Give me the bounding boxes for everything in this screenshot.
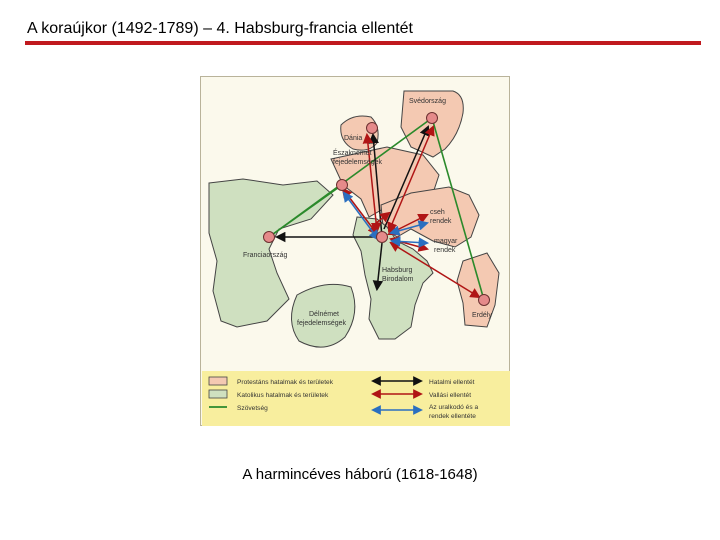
label-delnemet: fejedelemségek — [297, 320, 347, 327]
legend-religious-label: Vallási ellentét — [429, 392, 472, 399]
label-delnemet: Délnémet — [309, 311, 339, 318]
node-franciaorszag — [264, 232, 275, 243]
diagram-svg — [201, 77, 511, 427]
slide-title: A koraújkor (1492-1789) – 4. Habsburg-francia ellentét — [27, 20, 413, 37]
node-eszaknemet — [337, 180, 348, 191]
label-habsburg: Birodalom — [382, 276, 414, 283]
label-dania: Dánia — [344, 135, 363, 142]
legend-swatch-protestant — [209, 377, 227, 385]
label-cseh: rendek — [430, 218, 452, 225]
legend-catholic-label: Katolikus hatalmak és területek — [237, 392, 329, 399]
legend-alliance-label: Szövetség — [237, 405, 268, 412]
node-erdely — [479, 295, 490, 306]
thirty-years-war-diagram — [200, 76, 510, 426]
label-habsburg: Habsburg — [382, 267, 413, 274]
legend-estates-label: Az uralkodó és a — [429, 404, 479, 411]
legend-power-label: Hatalmi ellentét — [429, 379, 475, 386]
legend-swatch-catholic — [209, 390, 227, 398]
label-magyar: magyar — [434, 238, 458, 245]
node-dania — [367, 123, 378, 134]
node-svedorszag — [427, 113, 438, 124]
label-eszaknemet: fejedelemségek — [333, 159, 383, 166]
label-franciaorszag: Franciaország — [243, 252, 288, 259]
label-svedorszag: Svédország — [409, 98, 446, 105]
title-rule — [25, 41, 701, 45]
legend-estates-label: rendek ellentéte — [429, 413, 476, 420]
legend-protestant-label: Protestáns hatalmak és területek — [237, 379, 334, 386]
label-erdely: Erdély — [472, 312, 492, 319]
node-habsburg — [377, 232, 388, 243]
label-cseh: cseh — [430, 209, 445, 216]
figure-caption: A harmincéves háború (1618-1648) — [242, 466, 478, 483]
label-eszaknemet: Északnémet — [333, 150, 372, 157]
label-magyar: rendek — [434, 247, 456, 254]
